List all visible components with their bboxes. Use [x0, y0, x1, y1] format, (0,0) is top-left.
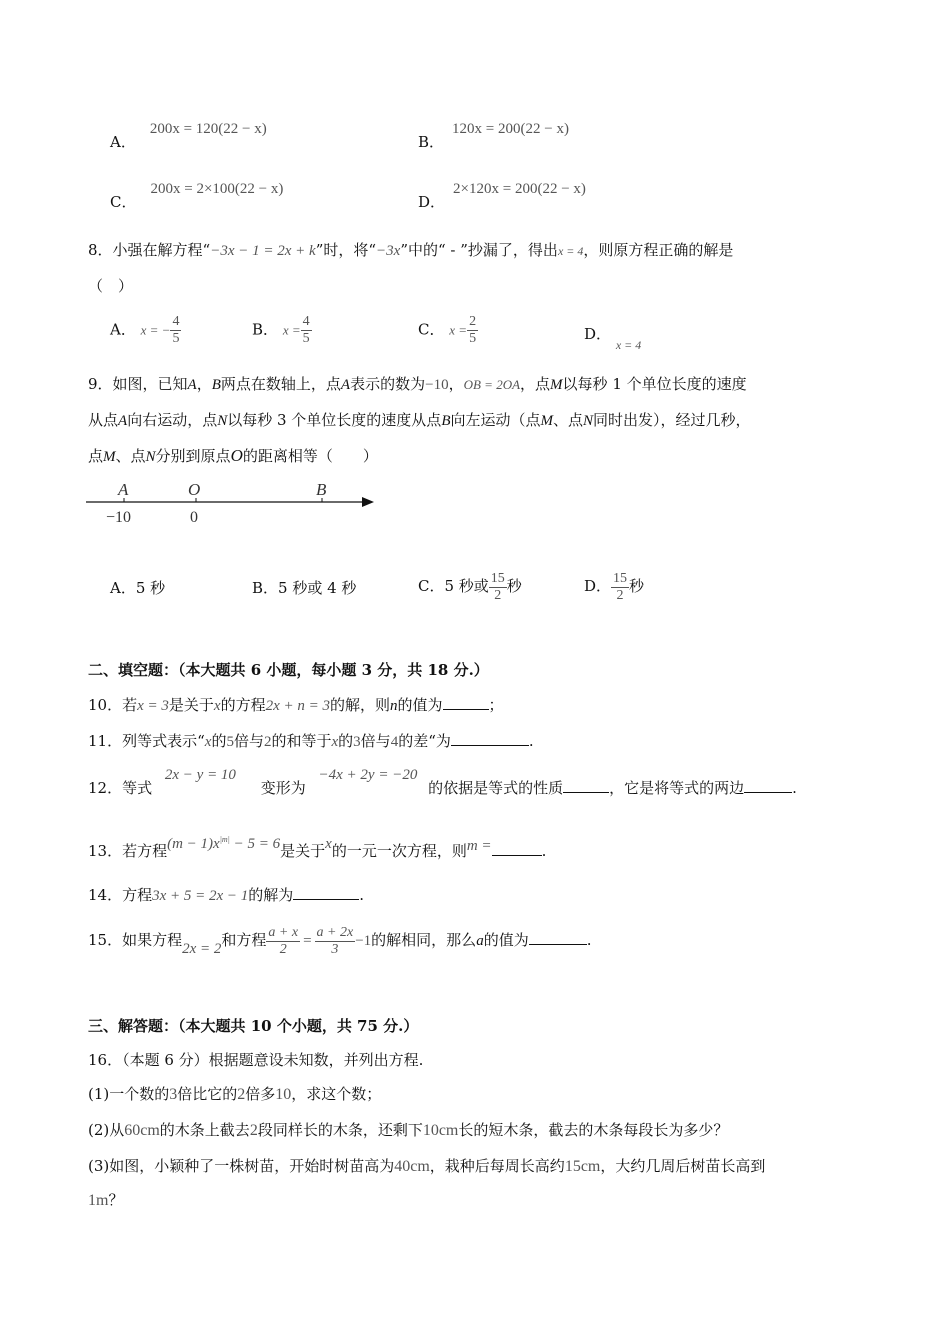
- wrong-solution: x = 4: [557, 244, 584, 258]
- fraction: $\frac{4}{5}$: [302, 314, 310, 346]
- q7-option-c[interactable]: [110, 178, 284, 211]
- text: 8．小强在解方程“: [88, 241, 211, 259]
- q8-stem: [88, 240, 733, 261]
- q13: 13．若方程$(m - 1)x^{|m|} - 5 = 6$是关于x的一元一次方程，则m = .: [88, 835, 547, 860]
- q9-option-c[interactable]: C．5 秒或 $\frac{15}{2}$ 秒: [418, 570, 522, 603]
- q9-line-1: 9．如图，已知A，B两点在数轴上，点A表示的数为−10，OB = 2OA，点M以每秒 1 个单位长度的速度: [88, 375, 747, 393]
- tick-label-neg10: −10: [106, 509, 132, 526]
- q10: 10．若x = 3是关于x的方程2x + n = 3的解，则n的值为 ；: [88, 696, 504, 714]
- q16-part-3-cont: 1m？: [88, 1191, 124, 1209]
- answer-blank[interactable]: [443, 695, 489, 710]
- fraction-2: $\frac{a + 2x}{3}$: [316, 924, 354, 957]
- text: ”时，将“: [315, 241, 377, 259]
- option-letter: C．: [110, 193, 137, 211]
- option-formula: 200x = 120(22 − x): [149, 121, 267, 137]
- option-letter: B．: [252, 320, 279, 339]
- section-3-title: 三、解答题：（本大题共 10 个小题，共 75 分.）: [88, 1017, 419, 1035]
- q15: 15．如果方程2x = 2和方程 $\frac{a + x}{2}$ = $\frac{a + 2x}{3}$ −1的解相同，那么a的值为 .: [88, 924, 592, 957]
- tick-label-0: 0: [190, 509, 198, 526]
- option-letter: B．: [418, 133, 445, 151]
- option-formula: 200x = 2×100(22 − x): [150, 181, 284, 197]
- text: ，则原方程正确的解是: [583, 241, 734, 259]
- q8-option-d[interactable]: [584, 314, 642, 352]
- axis-arrow-icon: [362, 497, 374, 507]
- text: ”中的“ - ”抄漏了，得出: [400, 241, 558, 259]
- q9-option-d[interactable]: D． $\frac{15}{2}$ 秒: [584, 570, 645, 603]
- q16-head: 16．（本题 6 分）根据题意设未知数，并列出方程.: [88, 1051, 424, 1069]
- section-2-title: 二、填空题：（本大题共 6 小题，每小题 3 分，共 18 分.）: [88, 661, 489, 679]
- answer-blank[interactable]: [293, 885, 359, 900]
- q9-option-a[interactable]: A．5 秒: [110, 579, 166, 597]
- label-o: O: [188, 480, 201, 499]
- q14: 14．方程3x + 5 = 2x − 1的解为 .: [88, 886, 365, 904]
- option-formula: 120x = 200(22 − x): [452, 121, 569, 137]
- q16-part-3: (3)如图，小颖种了一株树苗，开始时树苗高为40cm，栽种后每周长高约15cm，大约几周后树苗长高到: [88, 1157, 766, 1175]
- option-value: x =: [449, 322, 468, 338]
- option-letter: C．: [418, 320, 445, 339]
- answer-blank[interactable]: [529, 930, 587, 945]
- option-letter: A．: [110, 133, 136, 151]
- q16-part-1: (1)一个数的3倍比它的2倍多10，求这个数；: [88, 1085, 382, 1103]
- answer-blank-1[interactable]: [563, 778, 609, 793]
- q8-option-b[interactable]: [252, 314, 312, 347]
- label-b: B: [316, 480, 327, 499]
- q8-option-a[interactable]: [110, 314, 181, 347]
- option-formula: 2×120x = 200(22 − x): [453, 181, 586, 197]
- fraction: $\frac{2}{5}$: [469, 314, 477, 346]
- q8-paren: （ ）: [88, 277, 134, 295]
- option-letter: D．: [584, 325, 612, 343]
- equation: −3x − 1 = 2x + k: [210, 243, 316, 259]
- q9-line-2: 从点A向右运动，点N以每秒 3 个单位长度的速度从点B向左运动（点M、点N同时出发），经过几秒，: [88, 411, 751, 429]
- q9-option-b[interactable]: B．5 秒或 4 秒: [252, 579, 357, 597]
- fraction: $\frac{4}{5}$: [172, 314, 180, 346]
- option-value: x = 4: [615, 338, 642, 352]
- q11: 11．列等式表示“x的5倍与2的和等于x的3倍与4的差“为 .: [88, 732, 534, 750]
- option-value: x = −: [140, 322, 171, 338]
- fraction: $\frac{15}{2}$: [490, 570, 505, 603]
- option-letter: D．: [418, 193, 446, 211]
- answer-blank[interactable]: [451, 731, 529, 746]
- q7-option-b[interactable]: [418, 118, 569, 151]
- label-a: A: [118, 480, 129, 499]
- term: −3x: [376, 243, 401, 259]
- answer-blank-2[interactable]: [744, 778, 792, 793]
- number-line-figure: [84, 478, 384, 528]
- q12: 12．等式 2x − y = 10 变形为 −4x + 2y = −20 的依据是等式的性质 ，它是将等式的两边 .: [88, 767, 797, 797]
- q9-line-3: 点M、点N分别到原点O的距离相等（ ）: [88, 446, 378, 465]
- answer-blank[interactable]: [492, 841, 542, 856]
- option-value: x =: [282, 322, 301, 338]
- fraction: $\frac{15}{2}$: [613, 570, 628, 603]
- q7-option-a[interactable]: [110, 118, 267, 151]
- fraction-1: $\frac{a + x}{2}$: [268, 924, 299, 957]
- q7-option-d[interactable]: [418, 178, 586, 211]
- option-letter: A．: [110, 320, 136, 339]
- q8-option-c[interactable]: [418, 314, 478, 347]
- q16-part-2: (2)从60cm的木条上截去2段同样长的木条，还剩下10cm长的短木条，截去的木条每段长为多少？: [88, 1121, 729, 1139]
